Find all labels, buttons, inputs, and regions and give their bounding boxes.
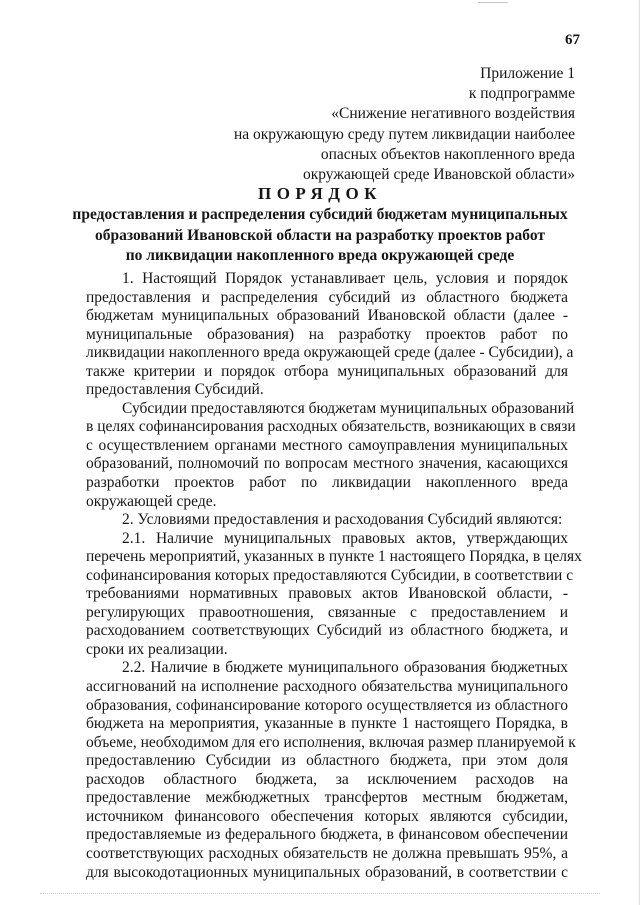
text-line: сроки их реализации. bbox=[86, 640, 228, 658]
subtitle-line: образований Ивановской области на разработку проектов работ bbox=[95, 226, 545, 244]
text-line: также критерии и порядок отбора муниципальных образований для bbox=[86, 362, 568, 380]
appendix-line: «Снижение негативного воздействия bbox=[331, 105, 575, 123]
paragraph-subsidies bbox=[86, 399, 576, 511]
text-line: предоставления Субсидий. bbox=[86, 381, 264, 399]
text-line: ассигнований на исполнение расходного обязательства муниципального bbox=[86, 678, 568, 696]
text-line: ликвидации накопленного вреда окружающей среде (далее - Субсидии), а bbox=[86, 344, 574, 362]
text-line: образований, полномочий по вопросам местного значения, касающихся bbox=[86, 455, 568, 473]
appendix-line: Приложение 1 bbox=[480, 65, 575, 82]
text-line: источником финансового обеспечения которых являются субсидии, bbox=[86, 807, 568, 825]
appendix-header bbox=[150, 64, 575, 185]
text-line: окружающей среде. bbox=[86, 492, 217, 510]
text-line: предоставления и распределения субсидий из областного бюджета bbox=[86, 288, 568, 306]
subtitle-line: предоставления и распределения субсидий бюджетам муниципальных bbox=[72, 206, 568, 223]
text-line: объеме, необходимом для его исполнения, включая размер планируемой к bbox=[86, 733, 576, 751]
appendix-line: к подпрограмме bbox=[468, 85, 575, 103]
text-line: расходованием соответствующих Субсидий из областного бюджета, и bbox=[86, 622, 568, 640]
paragraph-2-1 bbox=[86, 529, 582, 660]
paragraph-2-2 bbox=[86, 659, 576, 882]
text-line: с осуществлением органами местного самоуправления муниципальных bbox=[86, 436, 568, 454]
text-line: требованиями нормативных правовых актов Ивановской области, - bbox=[86, 585, 568, 603]
document-title: ПОРЯДОК bbox=[257, 184, 382, 203]
text-line: бюджета на мероприятия, указанные в пункте 1 настоящего Порядка, в bbox=[86, 715, 568, 733]
text-line: предоставляемые из федерального бюджета, в финансовом обеспечении bbox=[86, 826, 568, 844]
text-line: софинансирования которых предоставляются Субсидии, в соответствии с bbox=[86, 566, 574, 584]
text-line: перечень мероприятий, указанных в пункте 1 настоящего Порядка, в целях bbox=[86, 548, 582, 566]
document-subtitle bbox=[60, 205, 580, 267]
text-line: предоставление межбюджетных трансфертов местным бюджетам, bbox=[86, 789, 568, 807]
appendix-line: на окружающую среду путем ликвидации наиболее bbox=[233, 125, 575, 143]
text-line: 2.1. Наличие муниципальных правовых актов, утверждающих bbox=[122, 529, 568, 547]
paragraph-1 bbox=[86, 270, 574, 400]
paragraph-2 bbox=[86, 511, 568, 530]
page-number: 67 bbox=[565, 32, 580, 48]
scan-artifact-top bbox=[478, 2, 508, 3]
text-line: соответствующих расходных обязательств не должна превышать 95%, а bbox=[86, 844, 568, 862]
text-line: 2. Условиями предоставления и расходования Субсидий являются: bbox=[122, 511, 563, 529]
text-line: регулирующих правоотношения, связанные с предоставлением и bbox=[86, 603, 568, 621]
text-line: 1. Настоящий Порядок устанавливает цель, условия и порядок bbox=[122, 270, 568, 287]
text-line: Субсидии предоставляются бюджетам муниципальных образований bbox=[122, 399, 575, 417]
text-line: муниципальные образования) на разработку проектов работ по bbox=[86, 325, 568, 343]
text-line: предоставлению Субсидии из областного бюджета, при этом доля bbox=[86, 752, 568, 770]
scan-artifact-bottom bbox=[40, 893, 600, 895]
text-line: бюджетам муниципальных образований Ивановской области (далее - bbox=[86, 307, 568, 325]
text-line: в целях софинансирования расходных обязательств, возникающих в связи bbox=[86, 418, 576, 436]
text-line: образования, софинансирование которого осуществляется из областного bbox=[86, 696, 568, 714]
appendix-line: опасных объектов накопленного вреда bbox=[320, 145, 575, 163]
text-line: для высокодотационных муниципальных образований, в соответствии с bbox=[86, 863, 568, 881]
text-line: 2.2. Наличие в бюджете муниципального образования бюджетных bbox=[122, 659, 568, 677]
subtitle-line: по ликвидации накопленного вреда окружающей среде bbox=[125, 247, 515, 264]
text-line: разработки проектов работ по ликвидации накопленного вреда bbox=[86, 474, 568, 492]
appendix-line: окружающей среде Ивановской области» bbox=[302, 166, 575, 184]
text-line: расходов областного бюджета, за исключением расходов на bbox=[86, 770, 568, 788]
document-body bbox=[86, 270, 582, 882]
